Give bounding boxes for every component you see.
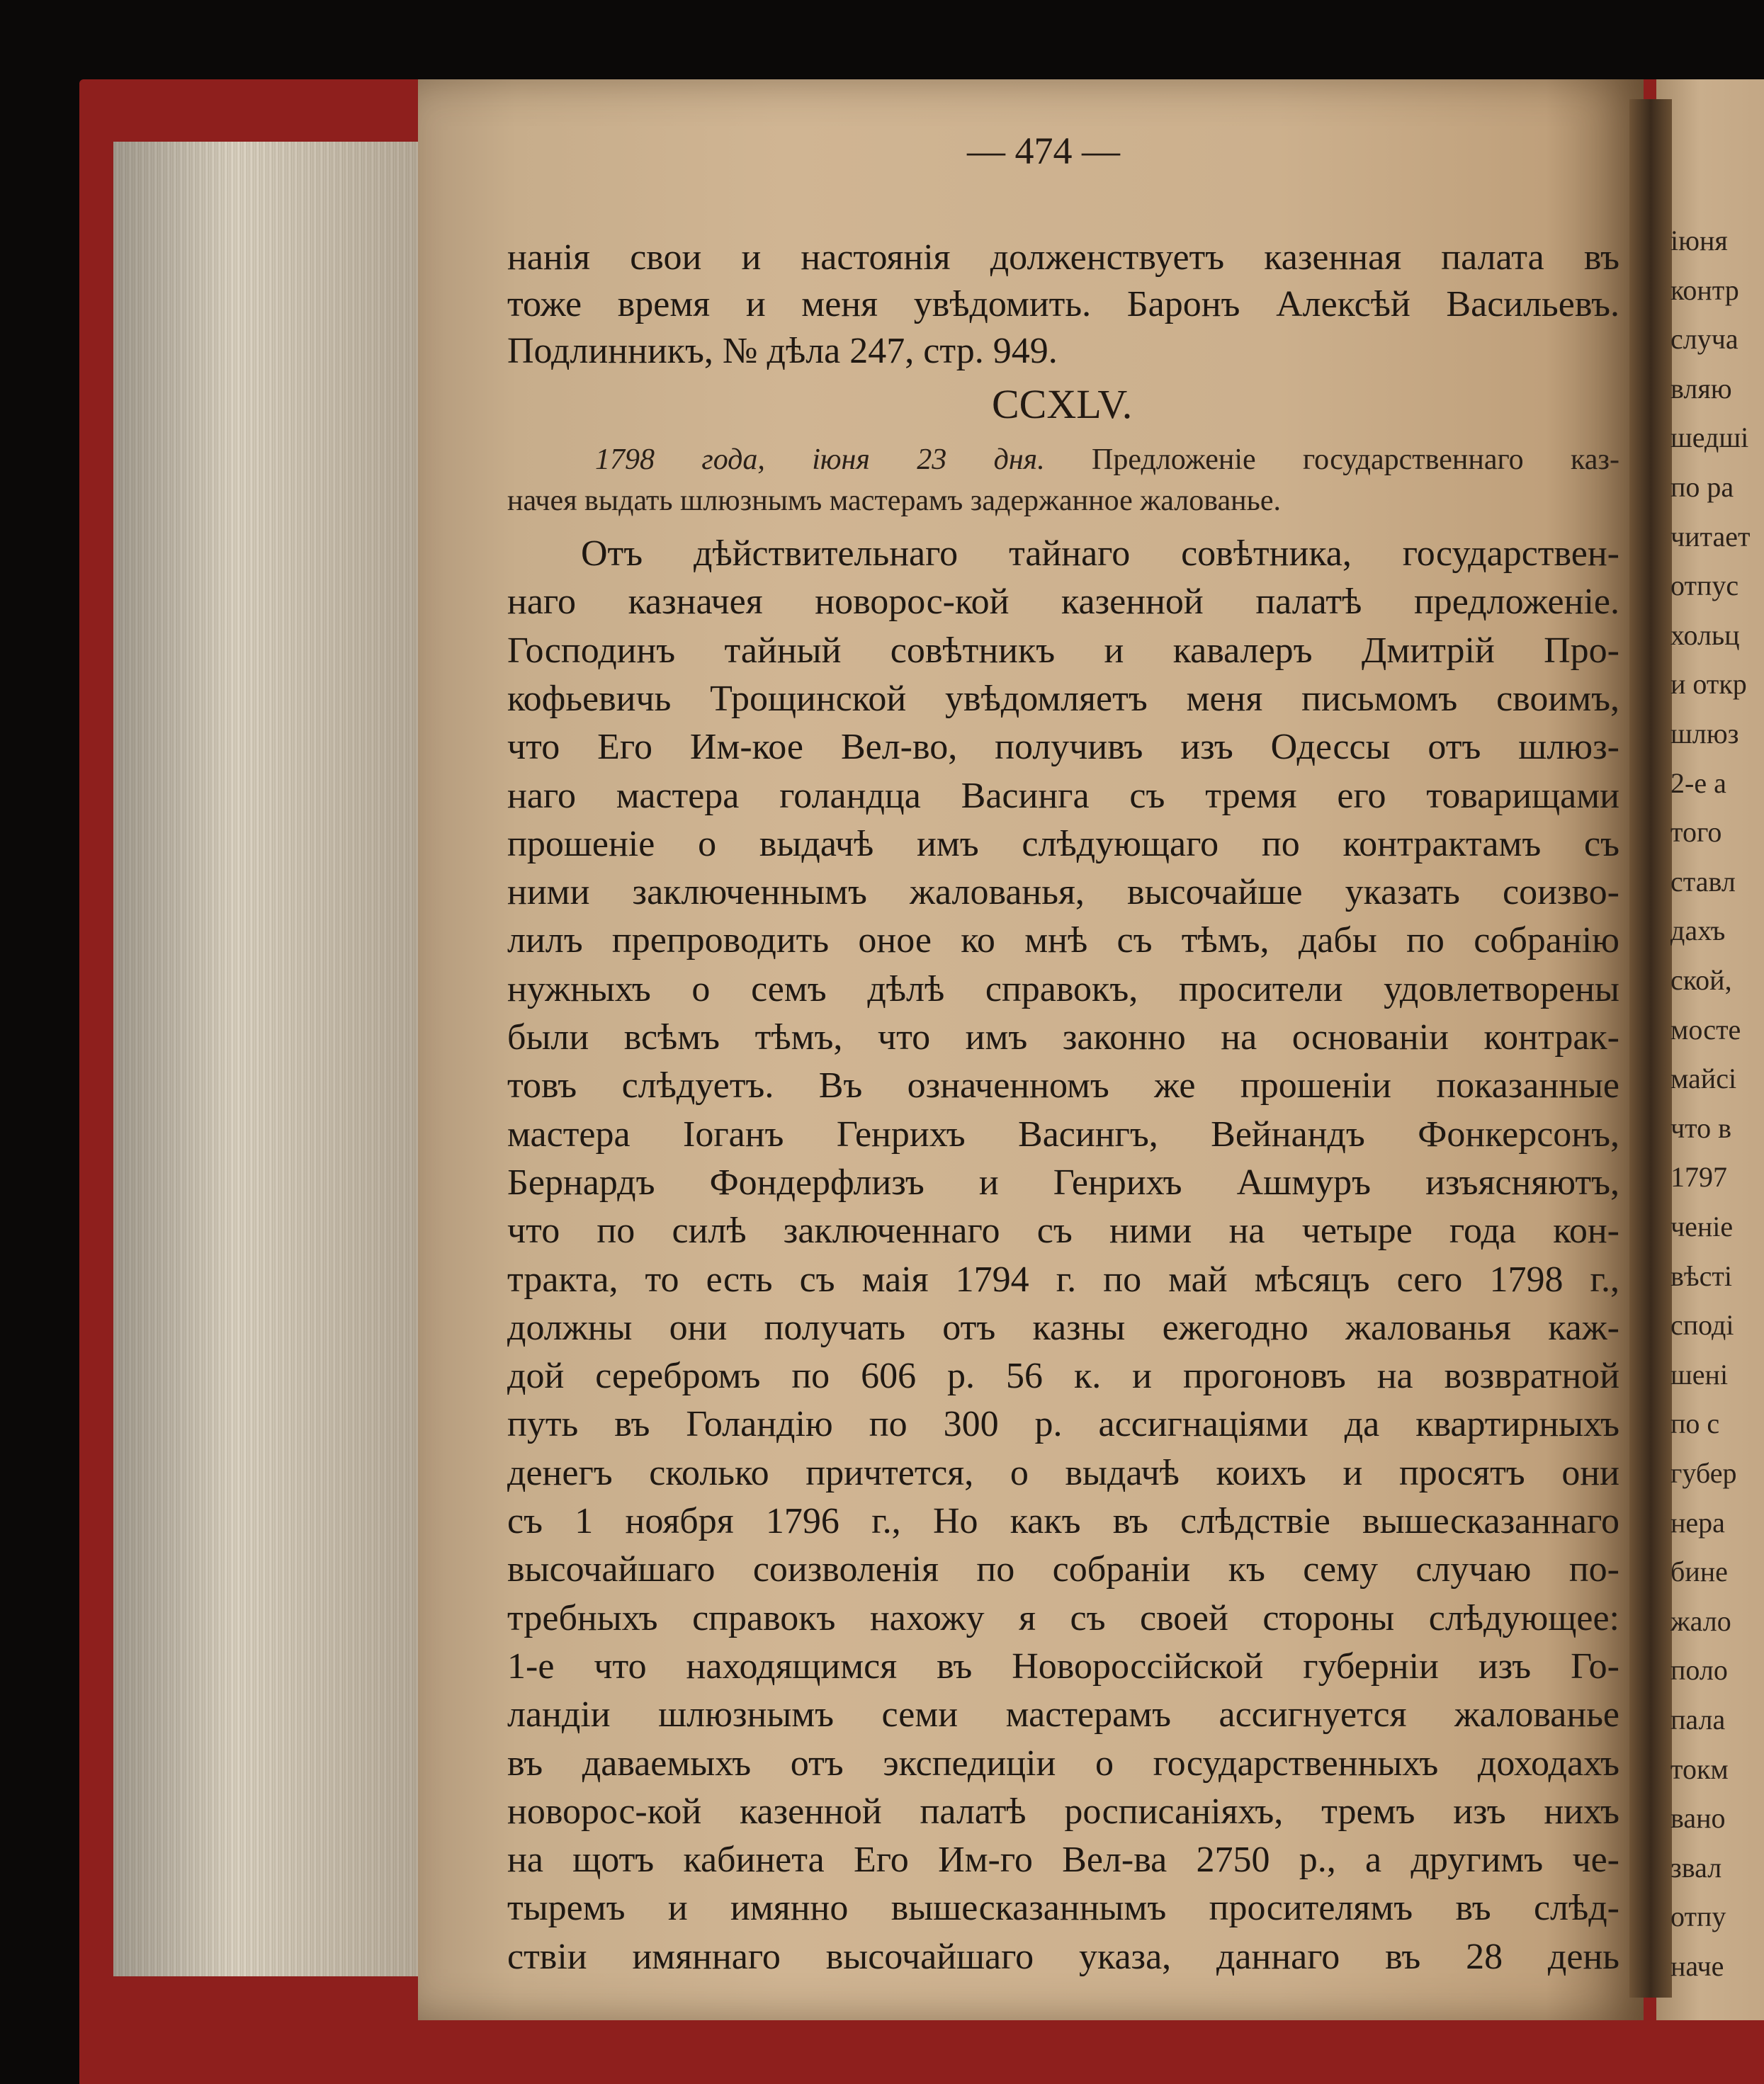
next-page-fragment: майсі [1670,1063,1737,1094]
next-page-fragment: контр [1670,275,1739,306]
text-line: наго мастера голандца Васинга съ тремя его товарищами [507,776,1619,816]
next-page-fragment: бине [1670,1556,1728,1587]
next-page-fragment: токм [1670,1754,1729,1785]
text-line: ландіи шлюзнымъ семи мастерамъ ассигнуется жалованье [507,1694,1619,1735]
next-page-fragment: по с [1670,1408,1720,1439]
next-page-fragment: хольц [1670,620,1740,651]
next-page-fragment: вляю [1670,373,1732,404]
text-line: нужныхъ о семъ дѣлѣ справокъ, просители удовлетворены [507,969,1619,1009]
summary-text: Предложеніе государственнаго каз- [1092,443,1619,476]
next-page-fragment: и откр [1670,669,1747,700]
text-line: денегъ сколько причтется, о выдачѣ коихъ и просятъ они [507,1453,1619,1493]
text-line: Отъ дѣйствительнаго тайнаго совѣтника, государствен- [581,533,1619,574]
text-line: прошеніе о выдачѣ имъ слѣдующаго по контрактамъ съ [507,824,1619,864]
next-page-fragment: губер [1670,1458,1737,1489]
next-page-fragment: іюня [1670,225,1728,256]
next-page-fragment: отпу [1670,1901,1726,1932]
next-page-fragment: отпус [1670,570,1739,601]
text-line: что по силѣ заключеннаго съ ними на четыре года кон- [507,1211,1619,1251]
text-line: тыремъ и имянно вышесказаннымъ просителямъ въ слѣд- [507,1888,1619,1928]
next-page-fragment: читает [1670,521,1751,553]
next-page-fragment: жало [1670,1606,1731,1637]
text-line: должны они получать отъ казны ежегодно жалованья каж- [507,1308,1619,1348]
summary-line-1 [595,441,1619,479]
text-line: ствіи имяннаго высочайшаго указа, даннаго въ 28 день [507,1937,1619,1977]
next-page-fragment: ставл [1670,866,1736,897]
text-line: наго казначея новорос-кой казенной палатѣ предложеніе. [507,582,1619,622]
next-page-fragment: того [1670,817,1722,848]
text-line: Господинъ тайный совѣтникъ и кавалеръ Дмитрій Про- [507,630,1619,671]
text-line: съ 1 ноября 1796 г., Но какъ въ слѣдствіе вышесказаннаго [507,1501,1619,1541]
next-page-fragment: шені [1670,1359,1729,1391]
summary-date: 1798 года, іюня 23 дня. [595,443,1045,476]
next-page-fragment: 1797 [1670,1162,1727,1193]
text-line: тракта, то есть съ маія 1794 г. по май мѣсяцъ сего 1798 г., [507,1259,1619,1300]
next-page-fragment: дахъ [1670,915,1726,946]
next-page-fragment: шедші [1670,422,1749,453]
text-line: кофьевичь Трощинской увѣдомляетъ меня письмомъ своимъ, [507,679,1619,719]
next-page-fragment: шлюз [1670,718,1739,749]
text-line: въ даваемыхъ отъ экспедиціи о государственныхъ доходахъ [507,1743,1619,1784]
next-page-fragment: звал [1670,1852,1722,1884]
text-line: Подлинникъ, № дѣла 247, стр. 949. [507,331,1058,371]
page-edges-shadow [113,142,418,1976]
text-line: 1-е что находящимся въ Новороссійской губерніи изъ Го- [507,1646,1619,1687]
next-page-fragment: что в [1670,1113,1731,1144]
next-page-fragment: поло [1670,1655,1728,1686]
page-gutter [1629,99,1672,1998]
page-number: — 474 — [967,130,1120,172]
next-page-fragment: мосте [1670,1014,1741,1046]
next-page-fragment: нера [1670,1507,1725,1539]
text-line: требныхъ справокъ нахожу я съ своей стороны слѣдующее: [507,1598,1619,1638]
text-line: лилъ препроводить оное ко мнѣ съ тѣмъ, дабы по собранію [507,920,1619,961]
section-heading: CCXLV. [992,381,1133,427]
next-page-fragment: 2-е а [1670,768,1726,799]
text-line: ними заключеннымъ жалованья, высочайше указать соизво- [507,872,1619,912]
next-page-fragment: вѣсті [1670,1261,1732,1292]
text-line: товъ слѣдуетъ. Въ означенномъ же прошеніи показанные [507,1065,1619,1106]
text-line: были всѣмъ тѣмъ, что имъ законно на основаніи контрак- [507,1017,1619,1058]
text-line: на щотъ кабинета Его Им-го Вел-ва 2750 р., а другимъ че- [507,1840,1619,1880]
text-line: новорос-кой казенной палатѣ росписаніяхъ, тремъ изъ нихъ [507,1791,1619,1832]
text-line: дой серебромъ по 606 р. 56 к. и прогоновъ на возвратной [507,1356,1619,1396]
next-page-fragment: ской, [1670,965,1732,996]
next-page-fragment: споді [1670,1310,1734,1341]
text-line: нанія свои и настоянія долженствуетъ казенная палата въ [507,237,1619,278]
text-line: мастера Іоганъ Генрихъ Васингъ, Вейнандъ Фонкерсонъ, [507,1114,1619,1155]
summary-line-2: начея выдать шлюзнымъ мастерамъ задержанное жалованье. [507,485,1281,517]
text-line: высочайшаго соизволенія по собраніи къ сему случаю по- [507,1549,1619,1590]
next-page-fragment: наче [1670,1951,1724,1982]
next-page-fragment: по ра [1670,472,1734,503]
next-page-fragment: ченіе [1670,1211,1734,1242]
text-line: путь въ Голандію по 300 р. ассигнаціями да квартирныхъ [507,1404,1619,1444]
next-page-fragment: случа [1670,324,1738,355]
text-line: тоже время и меня увѣдомить. Баронъ Алексѣй Васильевъ. [507,284,1619,324]
text-line: Бернардъ Фондерфлизъ и Генрихъ Ашмуръ изъясняютъ, [507,1162,1619,1203]
next-page-fragment: вано [1670,1803,1726,1834]
next-page-fragment: пала [1670,1704,1726,1735]
text-line: что Его Им-кое Вел-во, получивъ изъ Одессы отъ шлюз- [507,727,1619,767]
